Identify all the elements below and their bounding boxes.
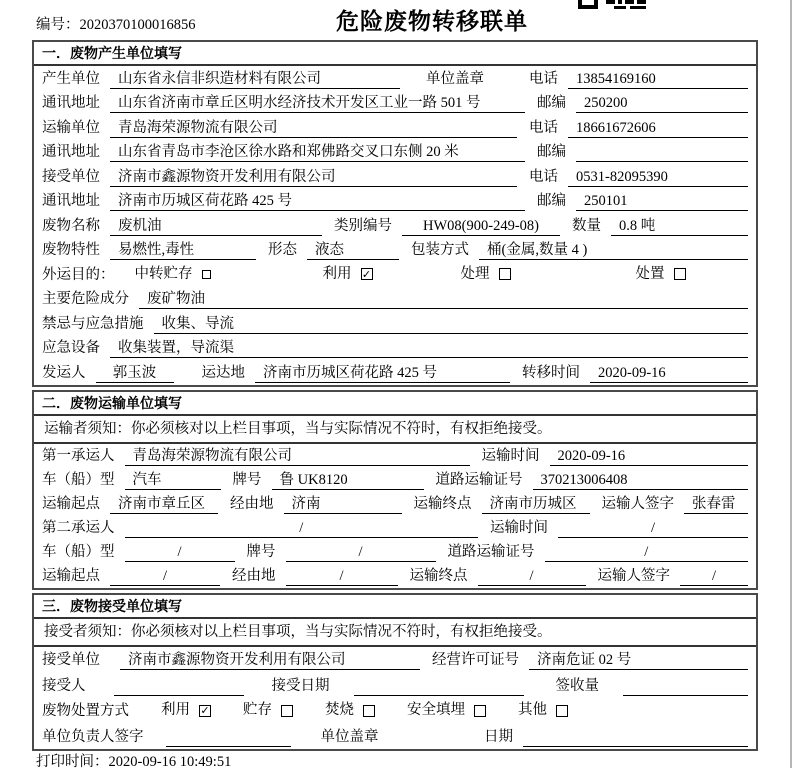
- field-label: 接受人: [42, 677, 86, 694]
- field-value: 废机油: [110, 217, 322, 236]
- field-label: 电话: [529, 70, 558, 87]
- checkbox-checked: ✓: [361, 267, 372, 281]
- checkbox-label: 处置: [635, 265, 665, 282]
- checkbox-label: 焚烧: [325, 702, 354, 718]
- checkbox-group: [407, 701, 486, 720]
- form-row: [34, 238, 756, 263]
- field-value: /: [478, 567, 586, 586]
- field-value: 250200: [576, 94, 748, 113]
- checkbox-group: [243, 701, 293, 720]
- form-row: [34, 336, 756, 361]
- page-edge-line: [790, 0, 792, 768]
- field-value: [114, 677, 244, 696]
- field-value: 液态: [307, 241, 399, 260]
- field-value: 济南市历城区荷花路 425 号: [110, 192, 525, 211]
- field-label: 废物特性: [42, 242, 100, 258]
- field-value: 250101: [576, 192, 748, 211]
- section-title: 一．废物产生单位填写: [34, 42, 756, 66]
- field-label: 包装方式: [411, 242, 469, 258]
- field-label: 运输人签字: [597, 567, 670, 584]
- field-value: [354, 677, 524, 696]
- print-time-label: 打印时间：: [36, 754, 109, 768]
- field-value: 鲁 UK8120: [272, 471, 424, 490]
- field-label: 运输起点: [42, 567, 100, 584]
- field-label: 车（船）型: [42, 543, 115, 560]
- field-value: 郭玉波: [96, 364, 174, 383]
- form-row: [34, 360, 756, 385]
- form-row: [34, 311, 756, 336]
- field-label: 接受单位: [42, 168, 100, 185]
- form-row: [34, 262, 756, 287]
- checkbox-group: [135, 265, 211, 284]
- field-label: 车（船）型: [42, 471, 115, 488]
- field-text: 单位盖章: [426, 70, 484, 87]
- field-label: 形态: [268, 242, 297, 258]
- field-value: [166, 728, 291, 747]
- checkbox-unchecked: [363, 705, 375, 717]
- section-notice: 接受者须知：你必须核对以上栏目事项，当与实际情况不符时，有权拒绝接受。: [34, 619, 756, 647]
- field-value: 汽车: [125, 471, 221, 490]
- field-value: 370213006408: [533, 471, 749, 490]
- checkbox-label: 利用: [322, 265, 352, 282]
- form-section: [32, 40, 758, 387]
- field-value: [523, 728, 748, 747]
- field-label: 废物处置方式: [42, 703, 129, 719]
- field-value: 桶(金属,数量 4 ): [479, 241, 748, 260]
- checkbox-label: 其他: [518, 702, 547, 718]
- checkbox-unchecked: [674, 268, 686, 280]
- field-label: 经由地: [230, 495, 274, 512]
- field-value: HW08(900-249-08): [402, 217, 560, 236]
- field-value: 18661672606: [568, 119, 748, 138]
- field-label: 运输单位: [42, 119, 100, 136]
- field-label: 运达地: [201, 364, 245, 381]
- form-row: [34, 723, 756, 749]
- field-value: /: [680, 567, 748, 586]
- field-value: /: [286, 543, 436, 562]
- field-label: 接受日期: [271, 677, 330, 694]
- field-label: 邮编: [537, 193, 566, 209]
- field-value: 济南市章丘区: [110, 495, 218, 514]
- field-value: 张春雷: [684, 495, 748, 514]
- field-label: 单位负责人签字: [42, 728, 144, 745]
- document-number-label: 编号：: [36, 17, 80, 33]
- field-text: 单位盖章: [320, 728, 379, 745]
- field-value: 0.8 吨: [611, 217, 748, 236]
- checkbox-unchecked: [556, 705, 568, 717]
- field-label: 产生单位: [42, 70, 100, 87]
- field-label: 牌号: [232, 471, 262, 488]
- form-row: [34, 189, 756, 214]
- field-label: 电话: [529, 168, 558, 185]
- field-value: /: [125, 543, 235, 562]
- field-value: 济南: [284, 495, 402, 514]
- checkbox-group: [323, 265, 373, 284]
- field-value: 青岛海荣源物流有限公司: [125, 447, 470, 466]
- field-label: 主要危险成分: [42, 291, 129, 307]
- section-title: 三．废物接受单位填写: [34, 595, 756, 619]
- field-label: 日期: [484, 728, 513, 745]
- field-label: 运输终点: [409, 567, 468, 584]
- form-section: [32, 593, 758, 751]
- field-label: 发运人: [42, 364, 86, 381]
- print-time-value: 2020-09-16 10:49:51: [108, 754, 232, 768]
- checkbox-unchecked: [202, 270, 211, 279]
- field-value: [576, 143, 748, 162]
- form-row: [34, 287, 756, 312]
- field-value: 济南市历城区: [482, 495, 590, 514]
- section-title: 二．废物运输单位填写: [34, 392, 756, 416]
- field-value: /: [125, 519, 479, 538]
- field-label: 运输时间: [490, 519, 548, 536]
- field-value: 山东省永信非织造材料有限公司: [110, 70, 400, 89]
- field-value: /: [286, 567, 398, 586]
- field-label: 运输时间: [481, 447, 540, 464]
- field-label: 接受单位: [42, 652, 100, 668]
- field-label: 外运目的：: [42, 266, 115, 283]
- field-value: /: [558, 519, 748, 538]
- field-value: 13854169160: [568, 70, 748, 89]
- field-value: 山东省青岛市李沧区徐水路和郑佛路交叉口东侧 20 米: [110, 143, 525, 162]
- field-value: 山东省济南市章丘区明水经济技术开发区工业一路 501 号: [110, 94, 525, 113]
- checkbox-label: 处理: [460, 265, 490, 282]
- field-value: 易燃性,毒性: [110, 241, 256, 260]
- field-label: 转移时间: [522, 364, 580, 381]
- field-label: 第一承运人: [42, 447, 115, 464]
- field-value: /: [110, 567, 220, 586]
- form-row: [34, 492, 756, 516]
- field-label: 运输终点: [413, 495, 472, 512]
- checkbox-label: 贮存: [243, 702, 272, 718]
- form-section: [32, 390, 758, 590]
- checkbox-group: [636, 265, 686, 284]
- field-label: 应急设备: [42, 340, 100, 356]
- field-value: 收集、导流: [154, 315, 749, 334]
- field-value: 济南市历城区荷花路 425 号: [255, 364, 510, 383]
- field-value: 2020-09-16: [550, 447, 749, 466]
- field-label: 通讯地址: [42, 95, 100, 111]
- field-label: 运输起点: [42, 495, 100, 512]
- form-row: [34, 91, 756, 116]
- checkbox-group: [461, 265, 511, 284]
- field-value: 青岛海荣源物流有限公司: [110, 119, 517, 138]
- field-label: 邮编: [537, 144, 566, 160]
- field-value: 0531-82095390: [568, 168, 748, 187]
- form-row: [34, 672, 756, 698]
- field-label: 签收量: [555, 677, 599, 694]
- field-label: 电话: [529, 119, 558, 136]
- document-number: [36, 13, 196, 34]
- field-value: /: [545, 543, 749, 562]
- field-value: 2020-09-16: [590, 364, 748, 383]
- form-row: [34, 213, 756, 238]
- checkbox-unchecked: [474, 705, 486, 717]
- field-label: 废物名称: [42, 217, 100, 234]
- document-title: 危险废物转移联单: [336, 8, 528, 34]
- document-number-value: 2020370100016856: [79, 17, 196, 33]
- field-value: 收集装置，导流渠: [110, 339, 748, 358]
- field-label: 经营许可证号: [432, 652, 519, 668]
- checkbox-checked: ✓: [200, 704, 210, 717]
- qr-code-partial-icon: [578, 0, 650, 9]
- field-label: 禁忌与应急措施: [42, 315, 144, 332]
- manifest-form: [32, 40, 758, 754]
- form-row: [34, 164, 756, 189]
- field-label: 通讯地址: [42, 144, 100, 160]
- field-label: 通讯地址: [42, 193, 100, 209]
- field-label: 运输人签字: [601, 495, 674, 512]
- checkbox-group: [518, 701, 568, 720]
- field-label: 邮编: [537, 95, 566, 111]
- field-label: 经由地: [232, 567, 276, 584]
- field-value: 废矿物油: [139, 290, 748, 309]
- form-row: [34, 540, 756, 564]
- form-row: [34, 516, 756, 540]
- field-label: 道路运输证号: [447, 543, 535, 560]
- form-row: [34, 468, 756, 492]
- field-value: 济南市鑫源物资开发利用有限公司: [110, 168, 517, 187]
- checkbox-label: 利用: [161, 702, 190, 718]
- field-label: 类别编号: [334, 217, 392, 234]
- form-row: [34, 698, 756, 724]
- form-row: [34, 115, 756, 140]
- print-time: [36, 750, 231, 768]
- checkbox-group: [161, 701, 211, 720]
- form-row: [34, 444, 756, 468]
- field-label: 道路运输证号: [435, 471, 523, 488]
- form-row: [34, 647, 756, 673]
- field-label: 数量: [572, 217, 601, 234]
- form-row: [34, 140, 756, 165]
- field-label: 第二承运人: [42, 519, 115, 536]
- field-value: 济南危证 02 号: [529, 651, 748, 670]
- checkbox-group: [325, 701, 375, 720]
- checkbox-unchecked: [281, 705, 293, 717]
- form-row: [34, 564, 756, 588]
- checkbox-unchecked: [499, 268, 511, 280]
- section-notice: 运输者须知：你必须核对以上栏目事项，当与实际情况不符时，有权拒绝接受。: [34, 416, 756, 444]
- field-value: [623, 677, 748, 696]
- field-label: 牌号: [246, 543, 276, 560]
- form-row: [34, 66, 756, 91]
- checkbox-label: 安全填埋: [407, 702, 465, 718]
- checkbox-label: 中转贮存: [134, 265, 193, 282]
- field-value: 济南市鑫源物资开发利用有限公司: [120, 651, 420, 670]
